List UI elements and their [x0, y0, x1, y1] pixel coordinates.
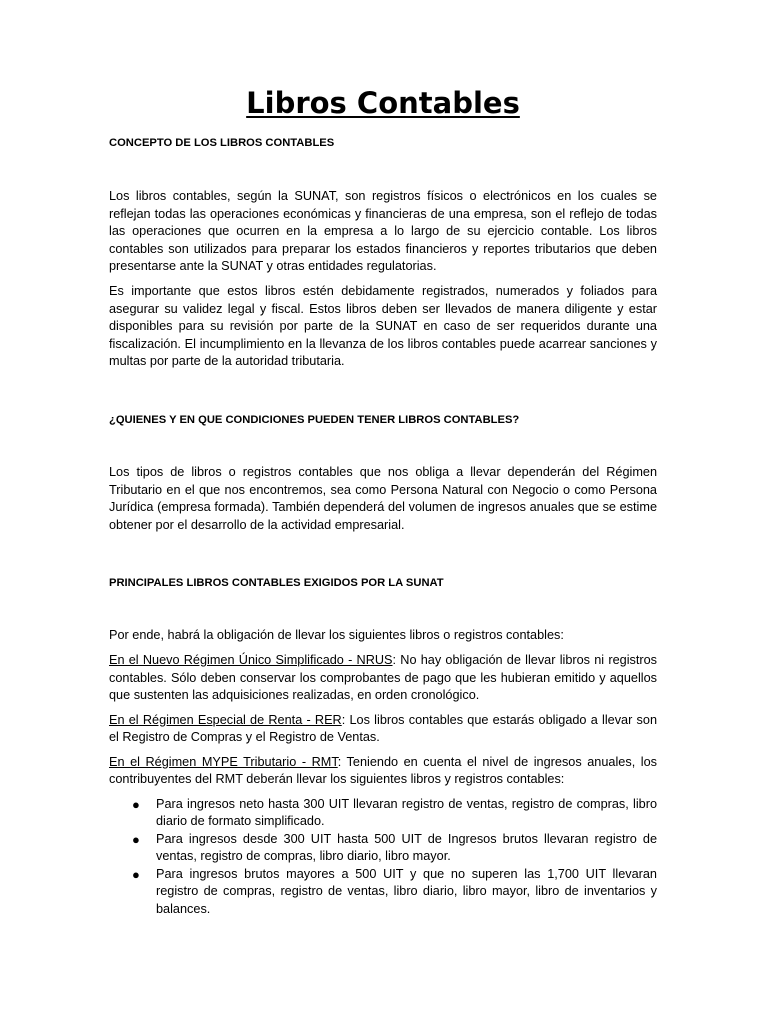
bullet-icon: ●: [132, 797, 140, 813]
list-item-text: Para ingresos neto hasta 300 UIT llevaran registro de ventas, registro de compras, libro diario de formato simplificado.: [156, 797, 657, 829]
list-item: [109, 796, 657, 831]
rmt-bullet-list: [109, 796, 657, 918]
regime-rmt-name: En el Régimen MYPE Tributario - RMT: [109, 754, 338, 769]
paragraph-quienes-1: Los tipos de libros o registros contables que nos obliga a llevar dependerán del Régimen Tributario en el que nos encontremos, sea como Persona Natural con Negocio o como Persona Jurídica (empresa formada). También dependerá del volumen de ingresos anuales que se estime obtener por el desarrollo de la actividad empresarial.: [109, 464, 657, 532]
regime-rmt: [109, 754, 657, 789]
regime-rer-text: : Los libros contables que estarás obligado a llevar son el Registro de Compras y el Registro de Ventas.: [109, 712, 658, 745]
list-item: [109, 866, 657, 918]
regime-nrus-name: En el Nuevo Régimen Único Simplificado - NRUS: [109, 652, 393, 667]
regime-rer-name: En el Régimen Especial de Renta - RER: [109, 712, 342, 727]
regime-rer: [109, 712, 657, 747]
document-title: Libros Contables: [246, 86, 520, 120]
paragraph-concepto-1: Los libros contables, según la SUNAT, son registros físicos o electrónicos en los cuales se reflejan todas las operaciones económicas y financieras de una empresa, son el reflejo de todas las operaciones que ocurren en la empresa a lo largo de su ejercicio contable. Los libros contables son utilizados para preparar los estados financieros y reportes tributarios que deben presentarse ante la SUNAT y otras entidades regulatorias.: [109, 189, 657, 274]
bullet-icon: ●: [132, 831, 140, 847]
bullet-icon: ●: [132, 866, 140, 882]
regime-nrus-text: : No hay obligación de llevar libros ni registros contables. Sólo deben conservar los comprobantes de pago que les hubieran emitido y aquellos que sustenten las adquisiciones realizadas, en orden cronológico.: [109, 652, 658, 703]
section-heading-concepto: CONCEPTO DE LOS LIBROS CONTABLES: [109, 137, 335, 149]
list-item: [109, 831, 657, 866]
paragraph-concepto-2: Es importante que estos libros estén debidamente registrados, numerados y foliados para asegurar su validez legal y fiscal. Estos libros deben ser llevados de manera diligente y estar disponibles para su revisión por parte de la SUNAT en caso de ser requeridos durante una fiscalización. El incumplimiento en la llevanza de los libros contables puede acarrear sanciones y multas por parte de la autoridad tributaria.: [109, 283, 657, 369]
regime-rmt-text: : Teniendo en cuenta el nivel de ingresos anuales, los contribuyentes del RMT deberán llevar los siguientes libros y registros contables:: [109, 754, 657, 787]
regime-nrus: [109, 652, 657, 705]
section-heading-quienes: ¿QUIENES Y EN QUE CONDICIONES PUEDEN TENER LIBROS CONTABLES?: [109, 413, 520, 426]
list-item-text: Para ingresos brutos mayores a 500 UIT y que no superen las 1,700 UIT llevaran registro de compras, registro de ventas, libro diario, libro mayor, libro de inventarios y balances.: [156, 866, 657, 916]
section-heading-principales: PRINCIPALES LIBROS CONTABLES EXIGIDOS POR LA SUNAT: [109, 577, 444, 590]
document-page: [109, 84, 657, 918]
list-item-text: Para ingresos desde 300 UIT hasta 500 UIT de Ingresos brutos llevaran registro de ventas, registro de compras, libro diario, libro mayor.: [156, 831, 657, 864]
paragraph-principales-intro: Por ende, habrá la obligación de llevar los siguientes libros o registros contables:: [109, 628, 564, 643]
